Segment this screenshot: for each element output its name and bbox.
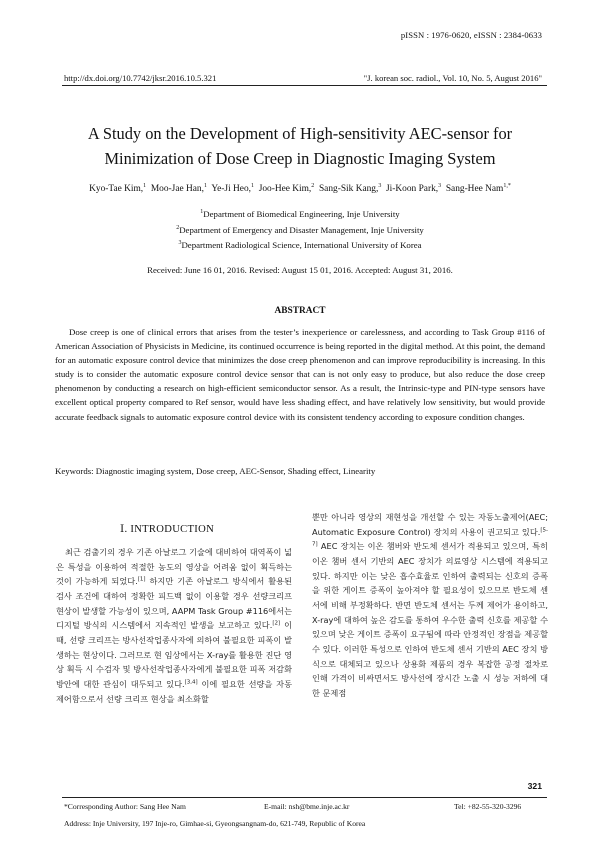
received-dates: Received: June 16 01, 2016. Revised: August 15 01, 2016. Accepted: August 31, 2016. (147, 265, 453, 275)
abstract-text: Dose creep is one of clinical errors that arises from the tester’s inexperience or carelessness, and according to Task Group #116 of American Association of Physicists in Medicine, its continued occurrence is being reported in the digital method. At this point, the demand for an automatic exposure control device that minimizes the dose creep phenomenon and can improve reproducibility is increasing. In this study is to consider the automatic exposure control device sensor that can is not only easy to produce, but also reduce the dose creep phenomenon by conducting a research on high-efficient semiconductor sensor. As a result, the Intrinsic-type and PIN-type sensors have excellent optical property compared to Ref sensor, would have less shading effect, and have relatively low sensitivity, but would provide accurate feedback signals to automatic exposure control device with its consistent tendency according to exposure condition changes. (55, 327, 545, 422)
paragraph: 최근 검출기의 경우 기존 아날로그 기술에 대비하여 대역폭이 넓은 특성을 이용하여 적절한 농도의 영상을 어려움 없이 획득하는 것이 가능하게 되었다.[1] 하지만 기존 아날로그 방식에서 활용된 검사 조건에 대하여 정확한 피드백 없이 이용할 경우 선량크리프 현상이 발생할 가능성이 있으며, AAPM Task Group #116에서는 디지털 방식의 시스템에서 지속적인 발생을 보고하고 있다.[2] 이 때, 선량 크리프는 방사선작업종사자에 의하여 불필요한 피폭이 발생하는 현상이다. 그러므로 현 임상에서는 X-ray를 활용한 진단 영상 획득 시 수검자 및 방사선작업종사자에게 불필요한 피폭 저감화 방안에 대한 관심이 대두되고 있다.[3,4] 이에 필요한 선량을 자동 제어함으로서 선량 크리프 현상을 최소화할 (56, 547, 292, 704)
journal-citation: "J. korean soc. radiol., Vol. 10, No. 5, August 2016" (363, 73, 542, 83)
author: Sang-Sik Kang,$^3$ (318, 182, 382, 194)
section-heading-introduction: Ⅰ. INTRODUCTION (120, 524, 215, 535)
body-column-left (56, 545, 292, 706)
header-rule (62, 85, 547, 86)
author: Joo-Hee Kim,$^2$ (258, 182, 315, 194)
title-line-2: Minimization of Dose Creep in Diagnostic Imaging System (104, 149, 496, 168)
citation: [5-7] (312, 526, 548, 548)
paper-title (40, 121, 560, 171)
keywords: Keywords: Diagnostic imaging system, Dose creep, AEC-Sensor, Shading effect, Linearity (55, 466, 376, 476)
affiliation-2: $^2$Department of Emergency and Disaster Management, Inje University (176, 225, 424, 235)
affiliation-1: $^1$Department of Biomedical Engineering, Inje University (200, 209, 400, 219)
corresponding-author: *Corresponding Author: Sang Hee Nam E-mail: nsh@bme.inje.ac.kr Tel: +82-55-320-3296 (64, 802, 522, 811)
author: Ye-Ji Heo,$^1$ (211, 182, 254, 194)
doi-link[interactable]: http://dx.doi.org/10.7742/jksr.2016.10.5.321 (64, 73, 217, 83)
footer-rule (62, 797, 547, 798)
abstract-heading: ABSTRACT (274, 306, 326, 316)
title-line-1: A Study on the Development of High-sensitivity AEC-sensor for (87, 124, 513, 143)
citation: [1] (137, 576, 146, 583)
author: Kyo-Tae Kim,$^1$ (89, 182, 147, 194)
author: Moo-Jae Han,$^1$ (150, 182, 207, 194)
author: Ji-Koon Park,$^3$ (386, 182, 442, 194)
body-column-right (312, 510, 548, 701)
paragraph: 뿐만 아니라 영상의 재현성을 개선할 수 있는 자동노출제어(AEC; Automatic Exposure Control) 장치의 사용이 권고되고 있다.[5-7] AEC 장치는 이온 챔버와 반도체 센서가 적용되고 있으며, 특히 이온 챔버 센서 기반의 AEC 장치가 의료영상 시스템에 적용되고 있다. 하지만 이는 낮은 흡수효율로 인하여 출력되는 신호의 증폭을 위한 게이트 증폭이 높아져야 할 필요성이 있으므로 반도체 센서에 비해 부정확하다. 반면 반도체 센서는 두께 제어가 용이하고, X-ray에 대하여 높은 감도를 통하여 우수한 출력 신호를 제공할 수 있으며 낮은 게이트 증폭이 요구됨에 따라 안정적인 장점을 제공할 수 있다. 이러한 특성으로 인하여 반도체 센서 기반의 AEC 장치 방식으로 대체되고 있으나 상용화 제품의 경우 복잡한 공정 절차로 인해 가격이 비싸면서도 방사선에 장시간 노출 시 성능 저하에 대한 문제점 (312, 512, 548, 698)
page-number: 321 (527, 781, 542, 791)
citation: [3,4] (184, 679, 198, 686)
telephone: Tel: +82-55-320-3296 (454, 802, 522, 811)
citation: [2] (272, 620, 281, 627)
author: Sang-Hee Nam$^{1,*}$ (445, 182, 511, 194)
issn-line: pISSN : 1976-0620, eISSN : 2384-0633 (400, 30, 542, 40)
email[interactable]: E-mail: nsh@bme.inje.ac.kr (264, 802, 350, 811)
address: Address: Inje University, 197 Inje-ro, Gimhae-si, Gyeongsangnam-do, 621-749, Republic of Korea (64, 819, 366, 828)
affiliation-3: $^3$Department Radiological Science, International University of Korea (178, 240, 422, 250)
author-list (30, 184, 570, 194)
